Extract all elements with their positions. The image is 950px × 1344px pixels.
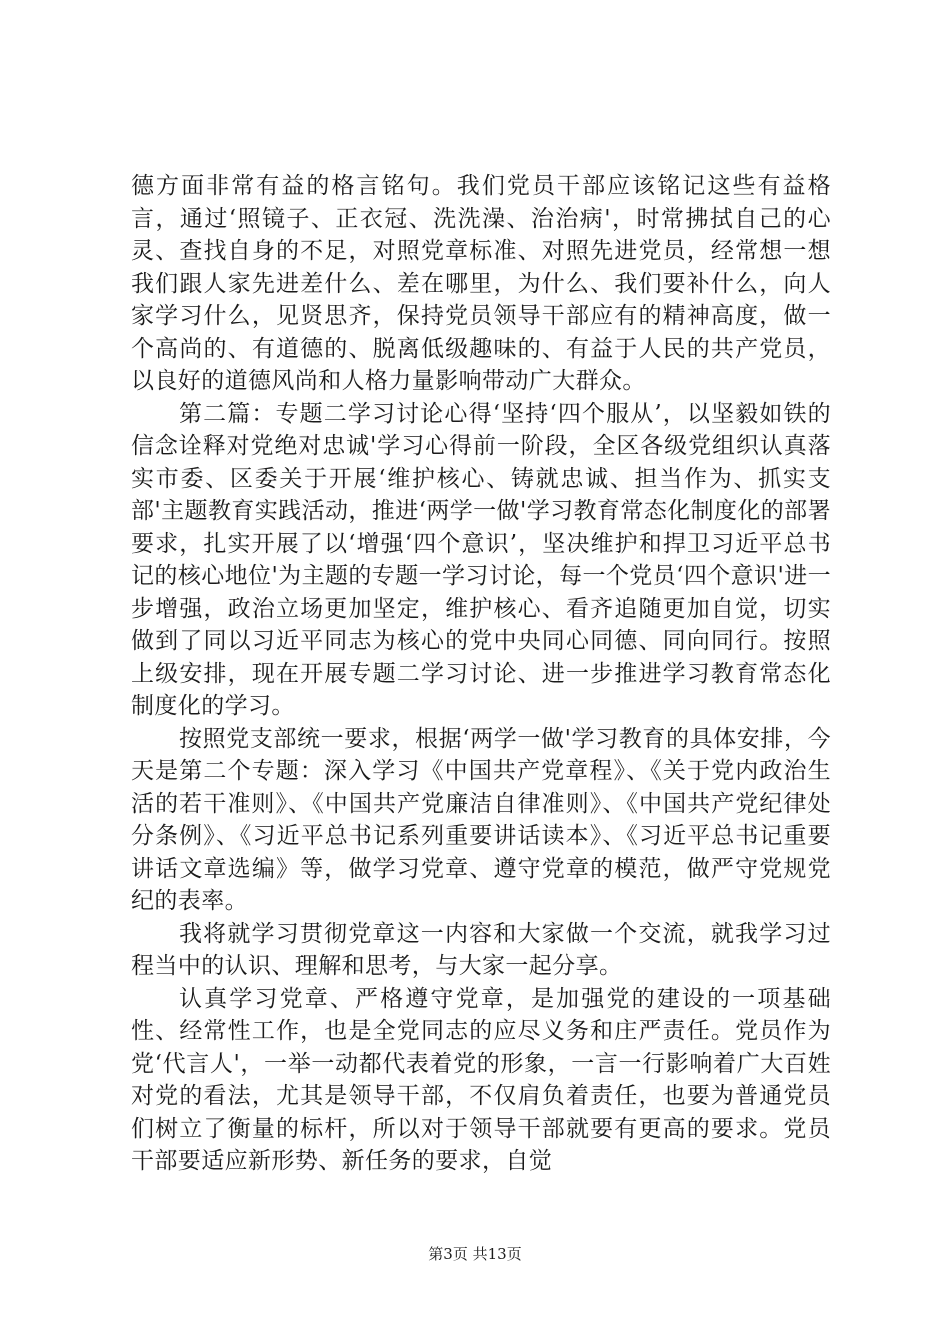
page-number-footer: 第3页 共13页: [428, 1245, 522, 1263]
paragraph-continued: 德方面非常有益的格言铭句。我们党员干部应该铭记这些有益格言，通过‘照镜子、正衣冠、洗洗澡、治治病'，时常拂拭自己的心灵、查找自身的不足，对照党章标准、对照先进党员，经常想一想我们跟人家先进差什么、差在哪里，为什么、我们要补什么，向人家学习什么，见贤思齐，保持党员领导干部应有的精神高度，做一个高尚的、有道德的、脱离低级趣味的、有益于人民的共产党员，以良好的道德风尚和人格力量影响带动广大群众。: [131, 173, 831, 394]
document-body: [131, 170, 831, 1178]
paragraph-study-requirements: 按照党支部统一要求，根据‘两学一做'学习教育的具体安排，今天是第二个专题：深入学习《中国共产党章程》、《关于党内政治生活的若干准则》、《中国共产党廉洁自律准则》、《中国共产党纪律处分条例》、《习近平总书记系列重要讲话读本》、《习近平总书记重要讲话文章选编》等，做学习党章、遵守党章的模范，做严守党规党纪的表率。: [131, 725, 831, 914]
paragraph-exchange: 我将就学习贯彻党章这一内容和大家做一个交流，就我学习过程当中的认识、理解和思考，与大家一起分享。: [131, 920, 831, 979]
paragraph-party-constitution: 认真学习党章、严格遵守党章，是加强党的建设的一项基础性、经常性工作，也是全党同志的应尽义务和庄严责任。党员作为党‘代言人'，一举一动都代表着党的形象，一言一行影响着广大百姓对党的看法，尤其是领导干部，不仅肩负着责任，也要为普通党员们树立了衡量的标杆，所以对于领导干部就要有更高的要求。党员干部要适应新形势、新任务的要求，自觉: [131, 985, 831, 1174]
paragraph-section-two-intro: 第二篇：专题二学习讨论心得‘坚持‘四个服从’，以坚毅如铁的信念诠释对党绝对忠诚'学习心得前一阶段，全区各级党组织认真落实市委、区委关于开展‘维护核心、铸就忠诚、担当作为、抓实支部'主题教育实践活动，推进‘两学一做'学习教育常态化制度化的部署要求，扎实开展了以‘增强‘四个意识’，坚决维护和捍卫习近平总书记的核心地位'为主题的专题一学习讨论，每一个党员‘四个意识'进一步增强，政治立场更加坚定，维护核心、看齐追随更加自觉，切实做到了同以习近平同志为核心的党中央同心同德、同向同行。按照上级安排，现在开展专题二学习讨论、进一步推进学习教育常态化制度化的学习。: [131, 400, 831, 719]
